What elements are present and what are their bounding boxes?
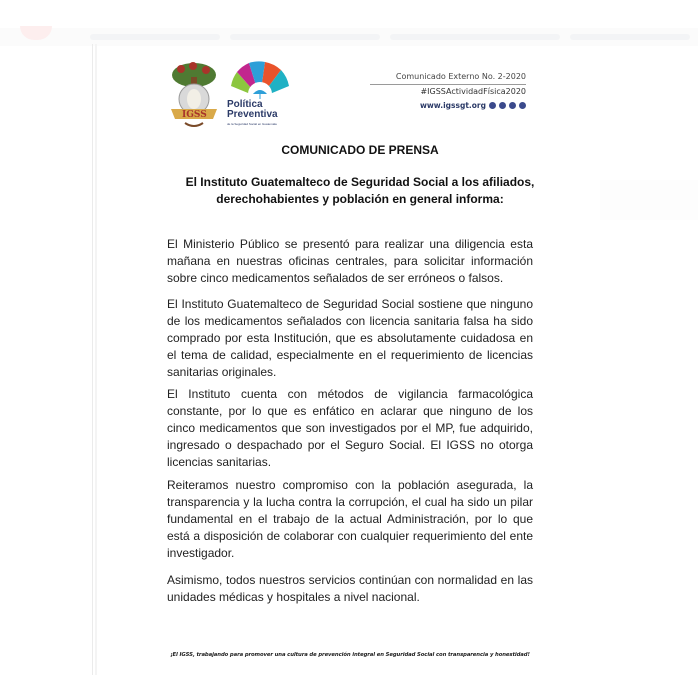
document-title: COMUNICADO DE PRENSA [281, 143, 439, 157]
paragraph: Reiteramos nuestro compromiso con la población asegurada, la transparencia y la lucha contra la corrupción, el cual ha sido un pilar fundamental en el trabajo de la actual Administración, por lo que está a disposición de colaborar con cualquier requerimiento del ente investigador. [167, 478, 533, 560]
document-header-meta [370, 72, 526, 110]
paragraph: El Ministerio Público se presentó para realizar una diligencia esta mañana en nuestras oficinas centrales, para solicitar información sobre cinco medicamentos señalados de ser erróneos o falsos. [167, 237, 533, 285]
igss-logo-text: IGSS [182, 110, 207, 120]
background-text-line [230, 34, 380, 40]
document-subtitle: El Instituto Guatemalteco de Seguridad Social a los afiliados, derechohabientes y población en general informa: [185, 175, 535, 206]
hashtag: #IGSSActividadFísica2020 [420, 87, 526, 96]
page-shadow [95, 44, 97, 675]
paragraph: Asimismo, todos nuestros servicios continúan con normalidad en las unidades médicas y hospitales a nivel nacional. [167, 573, 533, 604]
background-text-line [90, 34, 220, 40]
politica-logo-title-2: Preventiva [227, 109, 278, 120]
politica-logo-title-1: Política [227, 99, 263, 110]
paragraph: El Instituto Guatemalteco de Seguridad Social sostiene que ninguno de los medicamentos señalados con licencia sanitaria falsa ha sido comprado por esta Institución, que es absolutamente cuidadosa en el tema de calidad, especialmente en el requerimiento de licencias sanitarias originales. [167, 297, 533, 379]
website-link[interactable]: www.igssgt.org [419, 101, 486, 110]
paragraph: El Instituto cuenta con métodos de vigilancia farmacológica constante, por lo que es enfático en aclarar que ninguno de los cinco medicamentos que son investigados por el MP, fue adquirido, ingresado o despachado por el Seguro Social. El IGSS no otorga licencias sanitarias. [167, 387, 533, 469]
instagram-icon[interactable] [519, 102, 526, 109]
background-panel [600, 180, 698, 220]
politica-logo-caption: de la Seguridad Social en Guatemala [227, 122, 277, 126]
twitter-icon[interactable] [499, 102, 506, 109]
background-text-line [570, 34, 690, 40]
document-footer-slogan: ¡El IGSS, trabajando para promover una cultura de prevención integral en Seguridad Social con transparencia y honestidad! [170, 652, 530, 658]
background-text-line [390, 34, 560, 40]
page-border [92, 44, 93, 675]
facebook-icon[interactable] [489, 102, 496, 109]
website-row [370, 101, 526, 110]
youtube-icon[interactable] [509, 102, 516, 109]
reference-number: Comunicado Externo No. 2-2020 [370, 72, 526, 85]
